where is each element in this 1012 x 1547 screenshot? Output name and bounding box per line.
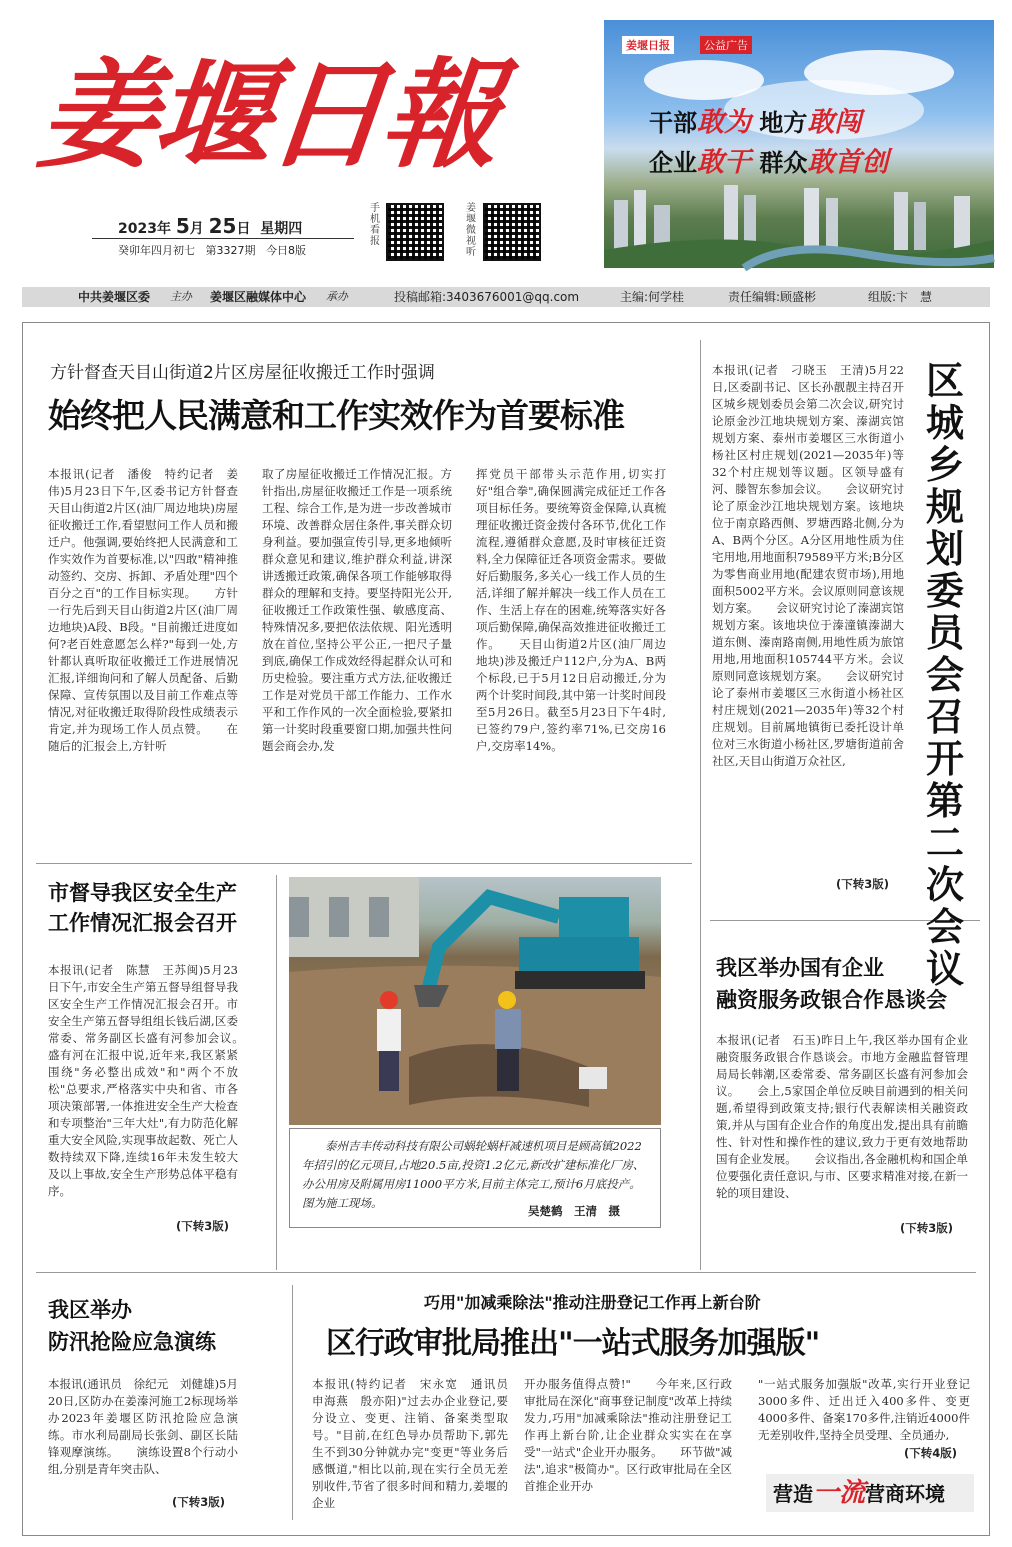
qr-code-icon[interactable] — [386, 203, 444, 261]
lead-col-1: 本报讯(记者 潘俊 特约记者 姜伟)5月23日下午,区委书记方针督查天目山街道2片区(油厂周边地块)房屋征收搬迁工作,看望慰问工作人员和搬迁户。他强调,要始终把人民满意和工作实效作为首要标准,以"四敢"精神推动签约、交房、拆卸、矛盾处理"四个百分之百"的工作目标实现。 方针一行先后到天目山街道2片区(油厂周边地块)A段、B段。"目前搬迁进度如何?老百姓意愿怎么样?"每到一处,方针都认真听取征收搬迁工作进展情况汇报,详细询问和了解人员配备、后勤保障、宣传氛围以及目前工作难点等情况,对征收搬迁取得阶段性成绩表示肯定,并为现场工作人员点赞。 在随后的汇报会上,方针听 — [48, 467, 238, 753]
info-bar — [22, 287, 990, 307]
lead-headline[interactable]: 始终把人民满意和工作实效作为首要标准 — [48, 396, 624, 435]
approval-headline[interactable]: 区行政审批局推出"一站式服务加强版" — [326, 1326, 820, 1361]
ad-text: 群众 — [751, 149, 808, 177]
date-month-unit: 月 — [189, 221, 204, 237]
date-day-unit: 日 — [236, 221, 251, 237]
planning-headline[interactable]: 区城乡规划委员会召开第二次会议 — [925, 359, 964, 991]
column-divider — [276, 875, 277, 1270]
sponsor-2: 姜堰区融媒体中心 — [210, 290, 307, 304]
photo-caption: 泰州吉丰传动科技有限公司蜗轮蜗杆减速机项目是顾高镇2022年招引的亿元项目,占地20.5亩,投资1.2亿元,新改扩建标准化厂房、办公用房及附属用房11000平方米,目前主体完工,预计6月底投产。图为施工现场。 — [302, 1139, 645, 1210]
finance-headline[interactable] — [716, 952, 947, 1016]
construction-photo — [289, 877, 661, 1125]
promo-text-red: 一流 — [812, 1478, 865, 1508]
section-divider — [36, 863, 692, 864]
safety-body: 本报讯(记者 陈慧 王苏闽)5月23日下午,市安全生产第五督导组督导我区安全生产工作情况汇报会召开。市安全生产第五督导组组长钱后湖,区委常委、常务副区长盛有河参加会议。 盛有河在汇报中说,近年来,我区紧紧围绕"务必整出成效"和"两个不放松"总要求,严格落实中央和省、市各项决策部署,一体推进安全生产大检查和专项整治"三年大灶",有力防范化解重大安全风险,实现事故起数、死亡人数持续双下降,连续16年未发生较大及以上事故,安全生产形势总体平稳有序。 — [48, 963, 261, 1198]
date-year: 2023 — [118, 221, 157, 237]
date-lunar: 癸卯年四月初七 — [118, 244, 195, 257]
date-year-unit: 年 — [156, 221, 171, 237]
safety-headline-line1: 市督导我区安全生产 — [48, 881, 237, 905]
approval-col-2: 开办服务值得点赞!" 今年来,区行政审批局在深化"商事登记制度"改革上持续发力,巧用"加减乘除法"推动注册登记工作再上新台阶,让企业群众实实在在享受"一站式"企业开办服务。 环节做"减法",追求"极简办"。区行政审批局在全区首推企业开办 — [524, 1377, 732, 1493]
flood-headline[interactable] — [48, 1294, 216, 1358]
photo-credit: 吴楚鹤 王清 摄 — [528, 1204, 620, 1218]
safety-headline[interactable] — [48, 878, 237, 938]
promo-text: 营造 — [772, 1482, 813, 1506]
sponsor-2-role: 承办 — [326, 290, 348, 303]
flood-headline-line1: 我区举办 — [48, 1298, 132, 1322]
finance-headline-line1: 我区举办国有企业 — [716, 956, 884, 980]
ad-slogan-line1 — [649, 100, 861, 139]
issue-number: 第3327期 — [205, 244, 256, 257]
city-skyline-illustration — [604, 170, 994, 268]
ad-text-red: 敢为 — [697, 107, 751, 138]
safety-headline-line2: 工作情况汇报会召开 — [48, 911, 237, 935]
qr-code-icon[interactable] — [483, 203, 541, 261]
business-environment-logo — [766, 1474, 974, 1512]
finance-headline-line2: 融资服务政银合作恳谈会 — [716, 988, 947, 1012]
excavator-illustration — [289, 877, 661, 1125]
promo-text: 营商环境 — [864, 1482, 945, 1506]
planning-continued[interactable]: (下转3版) — [836, 877, 890, 891]
ad-text-red: 敢首创 — [807, 147, 889, 178]
flood-headline-line2: 防汛抢险应急演练 — [48, 1330, 216, 1354]
public-service-ad — [604, 20, 994, 268]
photo-caption-box — [289, 1128, 661, 1228]
lead-col-2: 取了房屋征收搬迁工作情况汇报。方针指出,房屋征收搬迁工作是一项系统工程、综合工作,是为进一步改善城市环境、改善群众居住条件,事关群众切身利益。要加强宣传引导,更多地倾听群众意见和建议,维护群众利益,讲深讲透搬迁政策,确保各项工作能够取得群众的理解和支持。要坚持阳光公开,征收搬迁工作政策性强、敏感度高、特殊情况多,要把依法依规、阳光透明放在首位,坚持公平公正,一把尺子量到底,确保工作成效经得起群众认可和历史检验。要注重方式方法,征收搬迁工作是对党员干部工作能力、工作水平和工作作风的一次全面检验,要紧扣第一计奖时段重要窗口期,加强共性问题会商会办,发 — [262, 467, 452, 753]
approval-col-1: 本报讯(特约记者 宋永宽 通讯员 申海燕 殷亦阳)"过去办企业登记,要分设立、变更、注销、备案类型取号。"目前,在红色导办员帮助下,郭先生不到30分钟就办完"变更"等业务后感慨道,"相比以前,现在实行全员无差别收件,节省了很多时间和精力,姜堰的企业 — [312, 1377, 520, 1510]
flood-continued[interactable]: (下转3版) — [168, 1494, 225, 1510]
ad-text: 地方 — [751, 109, 808, 137]
dateline-rule — [92, 238, 354, 239]
layout-editor: 组版:卞 慧 — [868, 290, 933, 304]
date-weekday: 星期四 — [260, 221, 303, 237]
finance-continued[interactable]: (下转3版) — [896, 1220, 953, 1236]
ad-text: 干部 — [649, 109, 697, 137]
ad-text-red: 敢干 — [697, 147, 751, 178]
ad-tag-type: 公益广告 — [700, 36, 752, 54]
approval-continued[interactable]: (下转4版) — [900, 1445, 957, 1461]
sponsor-1-role: 主办 — [170, 290, 192, 303]
approval-kicker: 巧用"加减乘除法"推动注册登记工作再上新台阶 — [424, 1293, 761, 1312]
date-day: 25 — [208, 214, 237, 238]
section-divider — [36, 1272, 976, 1273]
column-divider — [700, 340, 701, 1270]
finance-body: 本报讯(记者 石玉)昨日上午,我区举办国有企业融资服务政银合作恳谈会。市地方金融监督管理局局长韩潮,区委常委、常务副区长盛有河参加会议。 会上,5家国企单位反映目前遇到的相关问题,希望得到政策支持;银行代表解读相关融资政策,并从与国有企业合作的角度出发,提出具有前瞻性、针对性和操作性的建议,致力于更有效地帮助国有企业发展。 会议指出,各金融机构和国企单位要强化责任意识,与市、区要求精准对接,在新一轮的项目建设、 — [716, 1033, 968, 1200]
dateline-sub — [118, 242, 306, 258]
date-month: 5 — [175, 214, 190, 238]
dateline — [118, 214, 302, 238]
responsible-editor: 责任编辑:顾盛彬 — [728, 290, 817, 304]
qr-left-label: 手机看报 — [370, 203, 380, 247]
masthead-logo: 姜堰日報 — [32, 45, 504, 184]
qr-right-label: 姜堰微视听 — [466, 203, 476, 258]
sponsor-1: 中共姜堰区委 — [78, 290, 151, 304]
flood-body: 本报讯(通讯员 徐纪元 刘健雄)5月20日,区防办在姜溱河施工2标现场举办2023年姜堰区防汛抢险应急演练。市水利局副局长张剑、副区长陆锋观摩演练。 演练设置8个行动小组,分别是青年突击队、 — [48, 1377, 238, 1476]
column-divider — [292, 1285, 293, 1520]
planning-body: 本报讯(记者 刁晓玉 王清)5月22日,区委副书记、区长孙靓靓主持召开区城乡规划委员会第二次会议,研究讨论原金沙江地块规划方案、溱湖宾馆规划方案、泰州市姜堰区三水街道小杨社区村庄规划(2021—2035年)等32个村庄规划等议题。区领导盛有河、滕智东参加会议。 会议研究讨论了原金沙江地块规划方案。该地块位于南京路西侧、罗塘西路北侧,分为A、B两个分区。A分区用地性质为住宅用地,用地面积79589平方米;B分区为零售商业用地(配建农贸市场),用地面积5002平方米。会议原则同意该规划方案。 会议研究讨论了溱湖宾馆规划方案。该地块位于溱潼镇溱湖大道东侧、溱南路南侧,用地性质为旅馆用地,用地面积105744平方米。会议原则同意该规划方案。 会议研究讨论了泰州市姜堰区三水街道小杨社区村庄规划(2021—2035年)等32个村庄规划。目前属地镇街已委托设计单位对三水街道小杨社区,罗塘街道前舍社区,天目山街道万众社区, — [712, 363, 904, 768]
lead-col-3: 挥党员干部带头示范作用,切实打好"组合拳",确保圆满完成征迁工作各项目标任务。要统筹资金保障,认真梳理征收搬迁资金拨付各环节,优化工作流程,遵循群众意愿,及时审核征迁资料,全力保障征迁各项资金需求。要做好后勤服务,多关心一线工作人员的生活,详细了解并解决一线工作人员在工作、生活上存在的困难,统筹落实好各项后勤保障,确保高效推进征收搬迁工作。 天目山街道2片区(油厂周边地块)涉及搬迁户112户,分为A、B两个标段,已于5月12日启动搬迁,分为两个计奖时间段,其中第一计奖时间段至5月26日。截至5月23日下午4时,已签约79户,签约率71%,已交房16户,交房率14%。 — [476, 467, 666, 753]
ad-text: 企业 — [649, 149, 697, 177]
safety-continued[interactable]: (下转3版) — [172, 1218, 229, 1234]
submission-email[interactable]: 投稿邮箱:3403676001@qq.com — [394, 290, 580, 304]
ad-text-red: 敢闯 — [807, 107, 862, 138]
page-count: 今日8版 — [266, 244, 306, 257]
chief-editor: 主编:何学桂 — [620, 290, 685, 304]
lead-kicker: 方针督查天目山街道2片区房屋征收搬迁工作时强调 — [50, 363, 435, 383]
approval-col-3: "一站式服务加强版"改革,实行开业登记3000多件、迁出迁入400多件、变更4000多件、备案170多件,注销近4000件无差别收件,坚持全员受理、全员通办, — [758, 1377, 970, 1442]
ad-tag-logo: 姜堰日报 — [622, 36, 674, 54]
